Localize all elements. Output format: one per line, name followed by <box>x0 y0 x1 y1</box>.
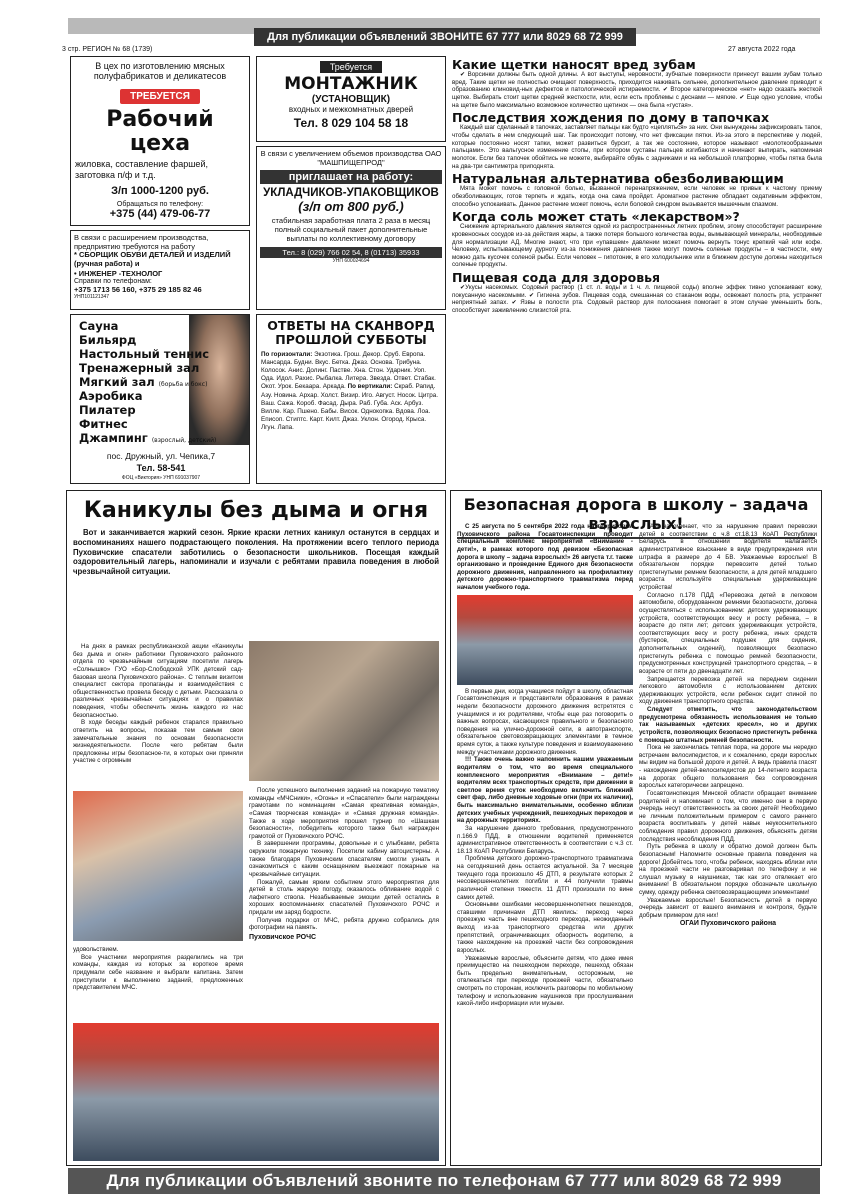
article-road-lead: С 25 августа по 5 сентября 2022 года на территории Пуховичского района Госавтоинспекции проводит специальный комплекс мероприятий «Внимание - дети!», в рамках которого под девизом «Безопасная дорога в школу – задача взрослых!» 26 августа т.г. также организовано и проведение Единого дня безопасности дорожного движения, направленного на профилактику детского дорожно-транспортного травматизма перед началом учебного года. <box>457 523 633 591</box>
ad-worker-salary: З/п 1000-1200 руб. <box>111 184 209 197</box>
article-road-p5: Основными ошибками несовершеннолетних пешеходов, ставшими причинами ДТП явились: переход через проезжую часть вне пешеходного перехода, неожиданный выход из-за транспортного средства или других препятствий, ограничивающих обзорность водителю, а также нахождение на проезжей части без сопровождения взрослых. <box>457 901 633 954</box>
article-road-col2 <box>639 523 817 1163</box>
article-road-p7: ГАИ напоминает, что за нарушение правил перевозки детей в соответствии с ч.8 ст.18.13 КоАП Республики Беларусь в отношении водителя налагается административное взыскание в виде предупреждения или штрафа в размере до 4 БВ. Уважаемые взрослые! В обязательном порядке перевозите детей только пристегнутыми ремнем безопасности, а для детей младшего возраста используйте специальные удерживающие устройства! <box>639 523 817 591</box>
article-smoke-lead: Вот и заканчивается жаркий сезон. Яркие краски летних каникул останутся в сердцах и воспоминаниях нашего подрастающего поколения. На протяжении всего теплого периода Пуховичские спасатели заботились о безопасности школьников. Посещая каждый оздоровительный лагерь, напоминали и изучали с ребятами правила поведения в любой чрезвычайной ситуации. <box>73 528 439 577</box>
ad-worker-title: Рабочий цеха <box>106 106 214 156</box>
health-title-5: Пищевая сода для здоровья <box>452 270 661 285</box>
scanword-h-label: По горизонтали: <box>261 350 313 358</box>
ad-shoes-phones: +375 1713 56 160, +375 29 185 82 46 <box>74 284 202 294</box>
ad-montazhnik-title: МОНТАЖНИК <box>284 74 418 94</box>
ad-sport <box>70 314 250 484</box>
ad-sport-item: Фитнес <box>79 417 128 432</box>
article-smoke-p8: Получив подарки от МЧС, ребята дружно собрались для фотографии на память. <box>249 916 439 932</box>
ad-mash-position: УКЛАДЧИКОВ-УПАКОВЩИКОВ <box>263 187 439 200</box>
health-body-1: ✔ Ворсинки должны быть одной длины. А вот выступы, неровности, зубчатые поверхности принесут вашим зубам только вред. Такие щетки не полностью очищают поверхность, приходится наживать сильнее, дополнительное давление приводит к образованию клиновид-ных дефектов и патологической истираемости. ✔ Второе категорическое «нет» надо сказать жесткой щетке. Выбирать стоит щетки средней жесткости, или, если есть проблемы с деснами — мягкие. ✔ Еще одно условие, чтобы на щетке было максимально возможное количество щетинок — она была «густая». <box>452 71 822 109</box>
ad-mash-unp: УНП 600024694 <box>332 258 370 265</box>
ad-montazhnik-badge: Требуется <box>320 61 382 73</box>
article-road-p13: Путь ребенка в школу и обратно домой должен быть безопасным! Напомните основные правила поведения на дороге! Добейтесь того, чтобы ребенок, находясь вблизи или на проезжей части не разговаривал по телефону и не слушал музыку в наушниках, так как это отвлекает его внимание! В обязательном порядке обозначьте школьную сумку, одежду ребенка световозвращающими элементами! <box>639 843 817 896</box>
health-body-4: Снижение артериального давления является одной из распространенных летних проблем, этому способствует расширение кровеносных сосудов из-за действия жары, а также потеря большого количества воды, вымывающей минералы, необходимые для нормализации АД. Многие знают, что при «упавшем» давлении может помочь вернуть тонус крепкий чай или кофе. Человеку, испытывающему дурноту из-за понижения давления также могут помочь соленые продукты – в частности, ему можно дать кусочек соленой рыбы. Если человек – гипотоник, в его холодильнике или в ближнем доступе должны находиться соленые продукты. <box>452 223 822 269</box>
article-smoke-title: Каникулы без дыма и огня <box>83 498 429 523</box>
article-smoke-col1 <box>73 643 243 765</box>
article-road-p12: Госавтоинспекция Минской области обращает внимание родителей и напоминает о том, что именно они в первую очередь несут ответственность за своих детей! Необходимо не личным положительным примером с самого раннего возраста воспитывать у детей навык неукоснительного соблюдения правил дорожного движения, обьяснять детям последствия несоблюдения ПДД. <box>639 789 817 843</box>
article-road-signature: ОГАИ Пуховичского района <box>679 919 777 927</box>
ad-sport-item: Сауна <box>79 319 119 333</box>
article-road-p3: За нарушение данного требования, предусмотренного п.166.9 ПДД, в отношении водителей применяется административное ответственность в соответствии с ч.3 ст. 18.13 КоАП Республики Беларусь. <box>457 824 633 855</box>
ad-montazhnik <box>256 56 446 142</box>
article-smoke-photo-group <box>73 1023 439 1161</box>
scanword-answers <box>256 314 446 484</box>
ad-shoes <box>70 230 250 310</box>
ad-shoes-text: В связи с расширением производства, предприятию требуются на работу <box>74 233 209 251</box>
ad-sport-unp: ФОЦ «Виктория» УНП 691037907 <box>121 475 201 481</box>
health-body-5: ✔Укусы насекомых. Содовый раствор (1 ст. л. воды и 1 ч. л. пищевой соды) вполне эффек тивно успокаивает кожу, покусанную насекомыми. ✔ Гигиена зубов. Пищевая сода, смешанная со стаканом воды, освежает полость рта, устраняет неприятный запах. ✔ Язвы в полости рта. Содовый раствор для полоскания помогает в этом случае уменьшить боль, способствует заживлению слизистой рта. <box>452 284 822 314</box>
ad-sport-item-row <box>79 375 249 389</box>
article-road-p2: !!! Также очень важно напомнить нашим уважаемым водителям о том, что во время специального комплексного мероприятия «Внимание – дети!» водителям всех транспортных средств, при движении в светлое время суток необходимо включить ближний свет фар, либо дневные ходовые огни (при их наличии), быть максимально внимательными, особенно вблизи детских учебных учреждений, пешеходных переходов и на дорожных территориях. <box>457 756 633 825</box>
ad-sport-item: Бильярд <box>79 333 137 348</box>
ad-shoes-line2: • ИНЖЕНЕР -ТЕХНОЛОГ <box>74 268 163 278</box>
article-road-p10: Следует отметить, что законодательством предусмотрена обязанность использования не только так называемых «детских кресел», но и других устройств, позволяющих безопасно пристегнуть ребенка с помощью штатных ремней безопасности. <box>639 706 817 744</box>
ad-worker <box>70 56 250 226</box>
ad-worker-desc: жиловка, составление фаршей, заготовка п/ф и т.д. <box>75 159 208 180</box>
article-smoke-p7: Пожалуй, самым ярким событием этого мероприятия для детей в столь жаркую погоду, оказалось обливание водой с лафетного ствола. Незабываемые эмоции детей остались в хороших воспоминаниях спасателей Пуховичского РОЧС и придали им заряд бодрости. <box>249 878 439 916</box>
ad-worker-phone-label: Обращаться по телефону: <box>116 200 204 208</box>
ad-worker-phone: +375 (44) 479-06-77 <box>109 207 211 220</box>
article-smoke-p6: В завершении программы, довольные и с улыбками, ребята окружили пожарную технику. Посетили кабину автоцистерны. А также благодаря Пуховичским спасателям смогли узнать и ознакомиться с каким оснащением выезжают пожарные на чрезвычайные ситуации. <box>249 840 439 878</box>
article-smoke-p4: Все участники мероприятия разделились на три команды, каждая из которых за короткое время придумали себе название и выбрали капитана. Затем приступили к выполнению заданий, предложенных представителем МЧС. <box>73 953 243 992</box>
ad-shoes-line1: * СБОРЩИК ОБУВИ ДЕТАЛЕЙ И ИЗДЕЛИЙ (ручная работа) и <box>74 250 231 268</box>
ad-mashpishcheprod <box>256 146 446 310</box>
ad-sport-address: пос. Дружный, ул. Чепика,7 <box>106 451 216 461</box>
article-smoke-photo-top <box>249 641 439 781</box>
article-road-p4: Проблема детского дорожно-транспортного травматизма на сегодняшний день остается актуальной. За 7 месяцев текущего года произошло 45 ДТП, в результате которых 2 несовершеннолетних погибли и 44 получили травмы различной степени тяжести. 11 ДТП произошли по вине самих детей. <box>457 855 633 901</box>
article-smoke-col2 <box>249 787 439 941</box>
ad-sport-list <box>79 319 249 445</box>
article-road-p1: В первые дни, когда учащиеся пойдут в школу, областная Госавтоинспекция и представители образования в рамках недели безопасности дорожного движения встретятся с учащимися и их родителями, чтобы еще раз поговорить о важных вопросах, касающихся правильного и безопасного поведения на улично-дорожной сети, в автотранспорте, обязательное световозвращающих элементами в темное время суток, а также культуре поведения и взаимоуважению между участниками дорожного движения. <box>457 687 633 756</box>
health-title-2: Последствия хождения по дому в тапочках <box>452 110 770 126</box>
ad-montazhnik-phone: Тел. 8 029 104 58 18 <box>293 115 409 130</box>
ad-sport-item: Мягкий зал <box>79 375 155 390</box>
health-title-4: Когда соль может стать «лекарством»? <box>452 209 740 225</box>
ad-sport-item: Пилатер <box>79 403 136 418</box>
health-body-2: Каждый шаг сделанный в тапочках, заставляет пальцы как будто «цепляться» за них. Они вынуждены зафиксировать тапок, чтобы сделать в нем следующий шаг. Так происходит потому, что нет фиксации пятки. Из-за этого в перспективе у людей, которые постоянно носят тапки, может развиться бурсит, а так же состояние, которое называют «молоткообразными пальцами». Это вальгусное изменение стопы, при котором суставы пальцев изгибаются и начинают выпирать, напоминая молоток. Если без тапочек обойтись не можете, выбирайте обувь с задниками и на небольшой платформе, чтобы пятка была на два-три сантиметра приподнята. <box>452 124 822 170</box>
article-road <box>450 490 822 1166</box>
health-body-3: Мята может помочь с головной болью, вызванной перенапряжением, если человек не привык к частому приему обезболивающих, готов терпеть и ждать, когда она сама пройдет. Ароматное растение обладает седативным эффектом, способно успокаивать. Данное растение может помочь, если боловой синдром вызывается мышечным спазмом. <box>452 185 822 208</box>
article-road-p8: Согласно п.178 ПДД «Перевозка детей в легковом автомобиле, оборудованном ремнями безопасности, должна осуществляться с использованием: детских удерживающих устройств, соответствующих весу и росту ребенка, – в возрасте до пяти лет; детских удерживающих устройств, соответствующих весу и росту ребенка, иных средств (бустеров, специальных подушек для сидения, дополнительных сидений), позволяющих безопасно пристегнуть ребенка с помощью ремней безопасности, предусмотренных конструкцией транспортного средства, – в возрасте от пяти до двенадцати лет. <box>639 591 817 675</box>
page-info: 3 стр. РЕГИОН № 68 (1739) <box>62 46 153 53</box>
article-smoke <box>66 490 446 1166</box>
ad-sport-phone: Тел. 58-541 <box>136 463 186 473</box>
health-title-1: Какие щетки наносят вред зубам <box>452 57 696 72</box>
ad-sport-note: (борьба и бокс) <box>158 381 208 389</box>
ad-sport-item: Тренажерный зал <box>79 361 200 376</box>
ad-worker-badge: ТРЕБУЕТСЯ <box>120 89 200 104</box>
ad-mash-invite: приглашает на работу: <box>260 170 442 184</box>
footer-phone-banner: Для публикации объявлений звоните по телефонам 67 777 или 8029 68 72 999 <box>68 1168 820 1194</box>
article-smoke-p3: удовольствием. <box>73 946 119 953</box>
article-road-col1 <box>457 523 633 1163</box>
article-smoke-p1: На днях в рамках республиканской акции «Каникулы без дыма и огня» работники Пуховичского районного отдела по чрезвычайным ситуациям посетили лагерь «Солнышко» ГУО «Бор-Слободской УПК детский сад-базовая школа Пуховичского района». С теплым визитом специалист сектора пропаганды и взаимодействия с общественностью провела беседу с детьми. Рассказала о различных чрезвычайных ситуациях и о правилах поведения, чтобы обеспечить жизнь каждого из нас безопасностью. <box>73 643 243 719</box>
ad-mash-intro: В связи с увеличением объемов производства ОАО "МАШПИЩЕПРОД" <box>260 149 442 167</box>
health-column <box>452 56 822 488</box>
scanword-h-text: Экзотика. Грош. Декор. Сруб. Европа. Мансарда. Будни. Вкус. Бетка. Джаз. Основа. Трибуна. Колосок. Анис. Долинг. Пастве. Хна. Стон. Ударник. Уоп. Ода. Идол. Рахис. Рыбалка. Литера. Звезда. Ответ. Стабак. Окот. Урок. Бекаара. Аркада. <box>261 350 436 391</box>
article-smoke-p5: После успешного выполнения заданий на пожарную тематику команды «МЧСники», «Огонь» и «Спасатели» были награждены грамотами по номинациям «Самая креативная команда», «Самая творческая команда» и «Самая дружная команда». Также в ходе мероприятия прошел турнир по «Шашкам безопасности», победитель которого также был награжден грамотой от Пуховичского РОЧС. <box>249 787 439 840</box>
ad-mash-phone: Тел.: 8 (029) 766 02 54, 8 (01713) 35933 <box>260 247 442 258</box>
page-date: 27 августа 2022 года <box>728 46 796 53</box>
ad-sport-item: Джампинг <box>79 431 148 446</box>
scanword-v-label: По вертикали: <box>347 383 393 391</box>
ad-worker-top: В цех по изготовлению мясных полуфабрикатов и деликатесов <box>93 61 227 82</box>
article-smoke-signature: Пуховичское РОЧС <box>249 933 317 941</box>
scanword-v-text: Скраб. Рапид. Азу. Новина. Архар. Холст. Визир. Иго. Август. Носок. Цитра. Ваш. Сажа. Короб. Фасад. Дыра. Раб. Губа. Аск. Арбуз. Вилле. Кар. Пшено. Бабы. Висок. Однокопка. Вдова. Лоа. Еписоп. Стиптс. Карт. Килт. Джаз. Уклон. Огород. Крыса. Лгун. Лапа. <box>261 383 439 432</box>
ad-shoes-unp: УНП101121347 <box>74 293 110 300</box>
header-phone-banner: Для публикации объявлений ЗВОНИТЕ 67 777 или 8029 68 72 999 <box>254 28 636 46</box>
ad-mash-salary: (з/п от 800 руб.) <box>298 199 404 215</box>
article-road-p9: Запрещается перевозка детей на переднем сидении легкового автомобиля с использованием детских удерживающих устройств, если ребенок сидит спиной по ходу движения транспортного средства. <box>639 675 817 706</box>
health-title-3: Натуральная альтернатива обезболивающим <box>452 171 784 187</box>
ad-sport-item-row <box>79 431 249 445</box>
article-road-p11: Пока не закончилась теплая пора, на дороге мы нередко встречаем велосипедистов, и к сожалению, среди взрослых мы видим на большой дороге и детей. А ведь правила гласят - нахождение детей-велосипедистов до 14-летнего возраста на дорогах общего пользования без сопровождения взрослых категорически запрещено. <box>639 744 817 790</box>
scanword-title: ОТВЕТЫ НА СКАНВОРД ПРОШЛОЙ СУББОТЫ <box>267 318 435 348</box>
ad-montazhnik-desc: входных и межкомнатных дверей <box>288 104 414 114</box>
ad-sport-item: Аэробика <box>79 389 143 404</box>
article-smoke-p2: В ходе беседы каждый ребенок старался правильно ответить на вопросы, показав тем самым свои замечательные знания по основам безопасности жизнедеятельности. После чего ребятам были предложены игры безопасное-ти, в которых они приняли участие с огромным <box>73 719 243 765</box>
article-road-title: Безопасная дорога в школу – задача взрослых! <box>457 495 815 539</box>
ad-montazhnik-subtitle: (УСТАНОВЩИК) <box>311 93 391 105</box>
article-road-p14: Уважаемые взрослые! Безопасность детей в первую очередь зависит от вашего внимания и контроля, будьте добрым примером для них! <box>639 896 817 919</box>
ad-sport-note: (взрослый, детский) <box>151 437 217 445</box>
ad-mash-details: стабильная заработная плата 2 раза в месяц полный социальный пакет дополнительные выплаты по коллективному договору <box>271 216 431 244</box>
article-smoke-photo-kids <box>73 791 243 941</box>
ad-sport-item: Настольный теннис <box>79 347 210 362</box>
article-road-photo <box>457 595 633 685</box>
article-smoke-col1-cont <box>73 946 243 992</box>
ad-shoes-phone-label: Справки по телефонам: <box>74 277 152 285</box>
article-road-p6: Уважаемые взрослые, объясните детям, что даже имея преимущество на пешеходном переходе, пешеход обязан быть предельно внимательным, осторожным, не отвлекаться при переходе проезжей части, обязательно смотреть по сторонам, исключить разговоры по мобильному телефону и использование наушников при прослушивании какой-либо информации или музыки. <box>457 954 633 1008</box>
